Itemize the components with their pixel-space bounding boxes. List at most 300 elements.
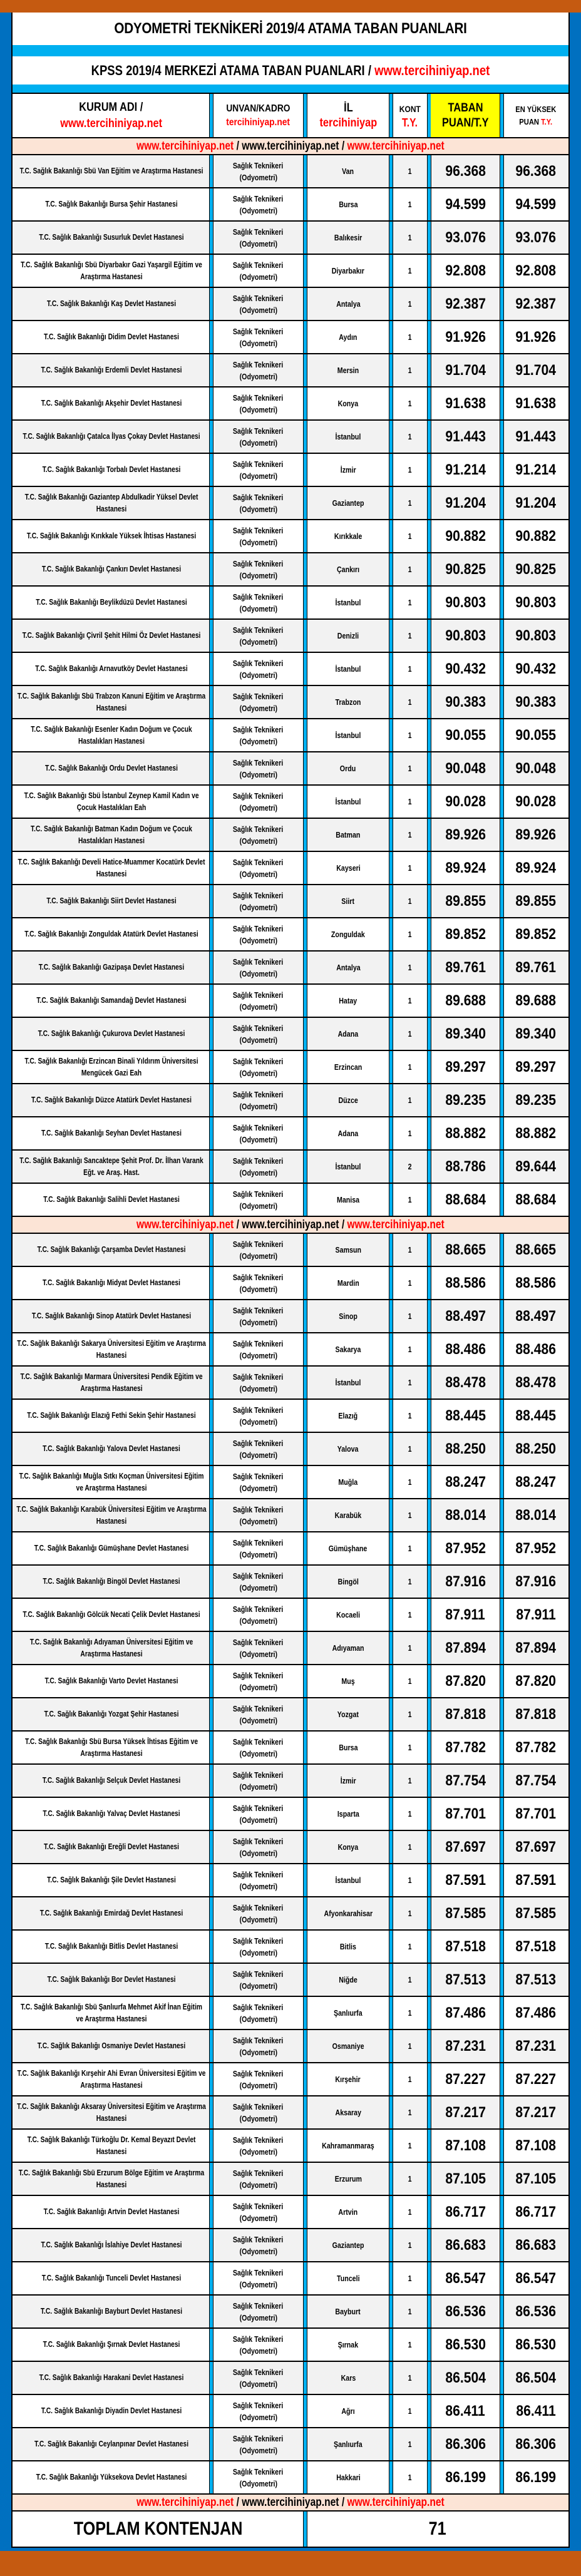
cell-il: Artvin bbox=[307, 2196, 393, 2228]
table-row bbox=[13, 1599, 568, 1632]
cell-kurum: T.C. Sağlık Bakanlığı Torbalı Devlet Hastanesi bbox=[13, 454, 213, 486]
cell-taban-puan: 87.782 bbox=[431, 1732, 503, 1763]
table-row bbox=[13, 1367, 568, 1400]
cell-kurum: T.C. Sağlık Bakanlığı Kırşehir Ahi Evran Üniversitesi Eğitim ve Araştırma Hastanesi bbox=[13, 2063, 213, 2095]
cell-kont: 1 bbox=[393, 1997, 431, 2029]
cell-kont: 1 bbox=[393, 2329, 431, 2361]
cell-kurum: T.C. Sağlık Bakanlığı Osmaniye Devlet Hastanesi bbox=[13, 2030, 213, 2062]
cell-taban-puan: 87.894 bbox=[431, 1632, 503, 1664]
cell-kont: 1 bbox=[393, 1117, 431, 1149]
cell-taban-puan: 88.586 bbox=[431, 1267, 503, 1299]
cell-en-yuksek-puan: 88.478 bbox=[515, 1374, 557, 1391]
cell-kurum: T.C. Sağlık Bakanlığı Şırnak Devlet Hastanesi bbox=[13, 2329, 213, 2361]
table-row bbox=[13, 354, 568, 387]
cell-en-yuksek-puan: 92.387 bbox=[515, 295, 557, 312]
cell-kurum: T.C. Sağlık Bakanlığı Çarşamba Devlet Hastanesi bbox=[13, 1234, 213, 1266]
table-row bbox=[13, 1831, 568, 1864]
cell-en-yuksek-puan: 90.803 bbox=[515, 627, 557, 644]
cell-unvan: Sağlık Teknikeri (Odyometri) bbox=[213, 1997, 307, 2029]
cell-taban-puan: 89.924 bbox=[431, 852, 503, 884]
cell-unvan: Sağlık Teknikeri (Odyometri) bbox=[213, 1051, 307, 1083]
cell-unvan: Sağlık Teknikeri (Odyometri) bbox=[213, 2428, 307, 2460]
cell-taban-puan: 86.411 bbox=[431, 2395, 503, 2427]
cell-kurum: T.C. Sağlık Bakanlığı Siirt Devlet Hastanesi bbox=[13, 885, 213, 917]
cell-kurum: T.C. Sağlık Bakanlığı Gümüşhane Devlet Hastanesi bbox=[13, 1532, 213, 1564]
cell-kont: 1 bbox=[393, 1864, 431, 1896]
cell-unvan: Sağlık Teknikeri (Odyometri) bbox=[213, 1831, 307, 1863]
table-row bbox=[13, 1300, 568, 1333]
cell-il: Samsun bbox=[307, 1234, 393, 1266]
site-link[interactable]: www.tercihiniyap.net bbox=[374, 62, 490, 78]
cell-il: Sakarya bbox=[307, 1333, 393, 1365]
cell-il: Düzce bbox=[307, 1084, 393, 1116]
cell-en-yuksek-puan: 87.952 bbox=[515, 1540, 557, 1557]
cell-kurum: T.C. Sağlık Bakanlığı Düzce Atatürk Devlet Hastanesi bbox=[13, 1084, 213, 1116]
table-row bbox=[13, 1765, 568, 1798]
cell-il: Aksaray bbox=[307, 2096, 393, 2128]
cell-taban-puan: 86.306 bbox=[431, 2428, 503, 2460]
cell-kont: 1 bbox=[393, 653, 431, 685]
cell-kont: 1 bbox=[393, 1466, 431, 1498]
cell-kont: 1 bbox=[393, 2196, 431, 2228]
cell-en-yuksek-puan: 91.926 bbox=[515, 329, 557, 346]
cell-en-yuksek-puan: 87.591 bbox=[515, 1872, 557, 1889]
cell-taban-puan: 90.028 bbox=[431, 786, 503, 818]
cell-kurum: T.C. Sağlık Bakanlığı Ordu Devlet Hastanesi bbox=[13, 752, 213, 784]
cell-taban-puan: 90.432 bbox=[431, 653, 503, 685]
cell-taban-puan: 87.231 bbox=[431, 2030, 503, 2062]
cell-il: Bingöl bbox=[307, 1566, 393, 1598]
cell-il: Bitlis bbox=[307, 1931, 393, 1963]
cell-unvan: Sağlık Teknikeri (Odyometri) bbox=[213, 1300, 307, 1332]
cell-unvan: Sağlık Teknikeri (Odyometri) bbox=[213, 222, 307, 254]
cell-kont: 1 bbox=[393, 1084, 431, 1116]
cell-il: Diyarbakır bbox=[307, 255, 393, 287]
cell-unvan: Sağlık Teknikeri (Odyometri) bbox=[213, 2196, 307, 2228]
table-row bbox=[13, 155, 568, 188]
cell-kont: 1 bbox=[393, 454, 431, 486]
cell-taban-puan: 87.701 bbox=[431, 1798, 503, 1830]
cell-taban-puan: 88.665 bbox=[431, 1234, 503, 1266]
cell-unvan: Sağlık Teknikeri (Odyometri) bbox=[213, 1117, 307, 1149]
cell-kurum: T.C. Sağlık Bakanlığı Çukurova Devlet Hastanesi bbox=[13, 1018, 213, 1050]
cell-taban-puan: 88.445 bbox=[431, 1400, 503, 1432]
cell-unvan: Sağlık Teknikeri (Odyometri) bbox=[213, 2130, 307, 2162]
cell-kurum: T.C. Sağlık Bakanlığı Seyhan Devlet Hastanesi bbox=[13, 1117, 213, 1149]
cell-kurum: T.C. Sağlık Bakanlığı İslahiye Devlet Hastanesi bbox=[13, 2229, 213, 2261]
cell-taban-puan: 89.297 bbox=[431, 1051, 503, 1083]
cell-taban-puan: 86.547 bbox=[431, 2262, 503, 2294]
cell-kont: 1 bbox=[393, 819, 431, 851]
cell-unvan: Sağlık Teknikeri (Odyometri) bbox=[213, 1184, 307, 1216]
table-row bbox=[13, 1267, 568, 1300]
cell-il: İstanbul bbox=[307, 1367, 393, 1398]
cell-en-yuksek-puan: 88.665 bbox=[515, 1241, 557, 1258]
cell-kont: 1 bbox=[393, 387, 431, 419]
cell-en-yuksek-puan: 88.247 bbox=[515, 1474, 557, 1491]
cell-unvan: Sağlık Teknikeri (Odyometri) bbox=[213, 786, 307, 818]
cell-il: İzmir bbox=[307, 454, 393, 486]
cell-il: Çankırı bbox=[307, 553, 393, 585]
cell-il: Antalya bbox=[307, 952, 393, 983]
cell-unvan: Sağlık Teknikeri (Odyometri) bbox=[213, 1632, 307, 1664]
cell-unvan: Sağlık Teknikeri (Odyometri) bbox=[213, 752, 307, 784]
cell-kurum: T.C. Sağlık Bakanlığı Emirdağ Devlet Hastanesi bbox=[13, 1897, 213, 1929]
cell-kurum: T.C. Sağlık Bakanlığı Bingöl Devlet Hastanesi bbox=[13, 1566, 213, 1598]
cell-unvan: Sağlık Teknikeri (Odyometri) bbox=[213, 852, 307, 884]
cell-unvan: Sağlık Teknikeri (Odyometri) bbox=[213, 1931, 307, 1963]
cell-unvan: Sağlık Teknikeri (Odyometri) bbox=[213, 1566, 307, 1598]
cell-kont: 1 bbox=[393, 1566, 431, 1598]
cell-kurum: T.C. Sağlık Bakanlığı Sbü Erzurum Bölge Eğitim ve Araştırma Hastanesi bbox=[13, 2163, 213, 2195]
cell-en-yuksek-puan: 90.432 bbox=[515, 660, 557, 677]
cell-unvan: Sağlık Teknikeri (Odyometri) bbox=[213, 2163, 307, 2195]
cell-en-yuksek-puan: 96.368 bbox=[515, 163, 557, 180]
cell-kont: 1 bbox=[393, 288, 431, 320]
cell-en-yuksek-puan: 94.599 bbox=[515, 196, 557, 213]
cell-il: Antalya bbox=[307, 288, 393, 320]
cell-kurum: T.C. Sağlık Bakanlığı Batman Kadın Doğum ve Çocuk Hastalıkları Hastanesi bbox=[13, 819, 213, 851]
cell-en-yuksek-puan: 90.882 bbox=[515, 528, 557, 545]
table-row bbox=[13, 2362, 568, 2395]
cell-taban-puan: 90.825 bbox=[431, 553, 503, 585]
cell-kurum: T.C. Sağlık Bakanlığı Yalvaç Devlet Hastanesi bbox=[13, 1798, 213, 1830]
cell-il: Mardin bbox=[307, 1267, 393, 1299]
cell-en-yuksek-puan: 89.235 bbox=[515, 1092, 557, 1109]
cell-kont: 1 bbox=[393, 1964, 431, 1996]
table-row bbox=[13, 2262, 568, 2296]
cell-taban-puan: 89.688 bbox=[431, 985, 503, 1017]
cell-en-yuksek-puan: 86.411 bbox=[516, 2403, 556, 2419]
total-row bbox=[13, 2512, 568, 2548]
cell-unvan: Sağlık Teknikeri (Odyometri) bbox=[213, 2329, 307, 2361]
cell-en-yuksek-puan: 90.825 bbox=[515, 561, 557, 578]
cell-en-yuksek-puan: 87.231 bbox=[515, 2038, 557, 2055]
cell-kont: 1 bbox=[393, 2428, 431, 2460]
table-row bbox=[13, 1964, 568, 1997]
cell-kont: 1 bbox=[393, 985, 431, 1017]
cell-taban-puan: 88.478 bbox=[431, 1367, 503, 1398]
cell-kont: 1 bbox=[393, 520, 431, 552]
cell-il: İstanbul bbox=[307, 1151, 393, 1183]
cell-kurum: T.C. Sağlık Bakanlığı Salihli Devlet Hastanesi bbox=[13, 1184, 213, 1216]
cell-il: Bursa bbox=[307, 1732, 393, 1763]
cell-il: Zonguldak bbox=[307, 918, 393, 950]
divider-strip bbox=[13, 85, 568, 93]
cell-kurum: T.C. Sağlık Bakanlığı Ereğli Devlet Hastanesi bbox=[13, 1831, 213, 1863]
cell-taban-puan: 96.368 bbox=[431, 155, 503, 187]
cell-taban-puan: 87.952 bbox=[431, 1532, 503, 1564]
cell-il: Muğla bbox=[307, 1466, 393, 1498]
cell-kurum: T.C. Sağlık Bakanlığı Gaziantep Abdulkadir Yüksel Devlet Hastanesi bbox=[13, 487, 213, 519]
cell-kurum: T.C. Sağlık Bakanlığı Arnavutköy Devlet Hastanesi bbox=[13, 653, 213, 685]
cell-en-yuksek-puan: 87.754 bbox=[515, 1772, 557, 1789]
cell-il: Aydın bbox=[307, 321, 393, 353]
cell-kurum: T.C. Sağlık Bakanlığı Akşehir Devlet Hastanesi bbox=[13, 387, 213, 419]
cell-taban-puan: 87.486 bbox=[431, 1997, 503, 2029]
cell-il: İstanbul bbox=[307, 587, 393, 618]
cell-unvan: Sağlık Teknikeri (Odyometri) bbox=[213, 2395, 307, 2427]
cell-unvan: Sağlık Teknikeri (Odyometri) bbox=[213, 454, 307, 486]
cell-en-yuksek-puan: 91.638 bbox=[515, 395, 557, 412]
cell-unvan: Sağlık Teknikeri (Odyometri) bbox=[213, 421, 307, 453]
cell-il: Osmaniye bbox=[307, 2030, 393, 2062]
table-row bbox=[13, 1466, 568, 1499]
table-row bbox=[13, 2428, 568, 2461]
cell-taban-puan: 87.105 bbox=[431, 2163, 503, 2195]
cell-kurum: T.C. Sağlık Bakanlığı Bayburt Devlet Hastanesi bbox=[13, 2296, 213, 2327]
cell-en-yuksek-puan: 87.818 bbox=[515, 1706, 557, 1723]
table-row bbox=[13, 2196, 568, 2229]
cell-en-yuksek-puan: 90.803 bbox=[515, 594, 557, 611]
table-row bbox=[13, 2063, 568, 2096]
table-row bbox=[13, 454, 568, 487]
cell-unvan: Sağlık Teknikeri (Odyometri) bbox=[213, 2262, 307, 2294]
table-row bbox=[13, 1084, 568, 1117]
table-row bbox=[13, 752, 568, 786]
subtitle-text: KPSS 2019/4 MERKEZİ ATAMA TABAN PUANLARI / bbox=[91, 62, 375, 78]
cell-taban-puan: 90.803 bbox=[431, 620, 503, 652]
table-row bbox=[13, 1051, 568, 1084]
cell-en-yuksek-puan: 86.530 bbox=[515, 2336, 557, 2353]
cell-en-yuksek-puan: 87.486 bbox=[515, 2004, 557, 2021]
cell-en-yuksek-puan: 88.486 bbox=[515, 1341, 557, 1358]
cell-il: Yalova bbox=[307, 1433, 393, 1465]
cell-en-yuksek-puan: 87.911 bbox=[516, 1606, 556, 1623]
table-row bbox=[13, 2130, 568, 2163]
table-row bbox=[13, 2329, 568, 2362]
cell-il: İzmir bbox=[307, 1765, 393, 1797]
cell-unvan: Sağlık Teknikeri (Odyometri) bbox=[213, 520, 307, 552]
site-banner: www.tercihiniyap.net / www.tercihiniyap.net / www.tercihiniyap.net bbox=[13, 138, 568, 155]
cell-kont: 1 bbox=[393, 786, 431, 818]
cell-en-yuksek-puan: 90.383 bbox=[515, 694, 557, 711]
cell-il: İstanbul bbox=[307, 719, 393, 751]
cell-kurum: T.C. Sağlık Bakanlığı Develi Hatice-Muammer Kocatürk Devlet Hastanesi bbox=[13, 852, 213, 884]
table-row bbox=[13, 918, 568, 952]
cell-kont: 1 bbox=[393, 2096, 431, 2128]
cell-il: Karabük bbox=[307, 1499, 393, 1531]
cell-kont: 1 bbox=[393, 1599, 431, 1631]
table-row bbox=[13, 520, 568, 553]
cell-kont: 1 bbox=[393, 1532, 431, 1564]
table-row bbox=[13, 1665, 568, 1698]
cell-il: Ağrı bbox=[307, 2395, 393, 2427]
cell-il: Elazığ bbox=[307, 1400, 393, 1432]
cell-taban-puan: 87.217 bbox=[431, 2096, 503, 2128]
cell-unvan: Sağlık Teknikeri (Odyometri) bbox=[213, 1532, 307, 1564]
cell-unvan: Sağlık Teknikeri (Odyometri) bbox=[213, 985, 307, 1017]
cell-kurum: T.C. Sağlık Bakanlığı Sakarya Üniversitesi Eğitim ve Araştırma Hastanesi bbox=[13, 1333, 213, 1365]
table-row bbox=[13, 553, 568, 587]
cell-kont: 1 bbox=[393, 1433, 431, 1465]
cell-kont: 1 bbox=[393, 1400, 431, 1432]
cell-unvan: Sağlık Teknikeri (Odyometri) bbox=[213, 2296, 307, 2327]
cell-unvan: Sağlık Teknikeri (Odyometri) bbox=[213, 587, 307, 618]
cell-kont: 1 bbox=[393, 1732, 431, 1763]
cell-en-yuksek-puan: 91.443 bbox=[515, 428, 557, 445]
table-row bbox=[13, 1798, 568, 1831]
cell-kurum: T.C. Sağlık Bakanlığı Samandağ Devlet Hastanesi bbox=[13, 985, 213, 1017]
header-unvan: UNVAN/KADRO tercihiniyap.net bbox=[213, 94, 307, 137]
table-body-part1 bbox=[13, 155, 568, 1217]
table-row bbox=[13, 620, 568, 653]
cell-kont: 1 bbox=[393, 222, 431, 254]
cell-kurum: T.C. Sağlık Bakanlığı Şile Devlet Hastanesi bbox=[13, 1864, 213, 1896]
table-row bbox=[13, 1997, 568, 2030]
table-row bbox=[13, 2163, 568, 2196]
cell-unvan: Sağlık Teknikeri (Odyometri) bbox=[213, 255, 307, 287]
cell-il: Konya bbox=[307, 1831, 393, 1863]
cell-en-yuksek-puan: 90.028 bbox=[515, 793, 557, 810]
cell-unvan: Sağlık Teknikeri (Odyometri) bbox=[213, 354, 307, 386]
table-row bbox=[13, 587, 568, 620]
cell-kont: 1 bbox=[393, 2063, 431, 2095]
cell-kurum: T.C. Sağlık Bakanlığı Artvin Devlet Hastanesi bbox=[13, 2196, 213, 2228]
cell-kurum: T.C. Sağlık Bakanlığı Sbü Diyarbakır Gazi Yaşargil Eğitim ve Araştırma Hastanesi bbox=[13, 255, 213, 287]
cell-unvan: Sağlık Teknikeri (Odyometri) bbox=[213, 387, 307, 419]
cell-il: Hakkari bbox=[307, 2461, 393, 2493]
cell-unvan: Sağlık Teknikeri (Odyometri) bbox=[213, 2096, 307, 2128]
cell-kont: 1 bbox=[393, 1897, 431, 1929]
cell-il: Trabzon bbox=[307, 686, 393, 718]
cell-unvan: Sağlık Teknikeri (Odyometri) bbox=[213, 1466, 307, 1498]
cell-kurum: T.C. Sağlık Bakanlığı Çivril Şehit Hilmi Öz Devlet Hastanesi bbox=[13, 620, 213, 652]
table-row bbox=[13, 985, 568, 1018]
header-taban-puan: TABAN PUAN/T.Y bbox=[431, 94, 503, 137]
cell-kurum: T.C. Sağlık Bakanlığı Çatalca İlyas Çokay Devlet Hastanesi bbox=[13, 421, 213, 453]
cell-en-yuksek-puan: 88.445 bbox=[515, 1407, 557, 1424]
cell-taban-puan: 88.486 bbox=[431, 1333, 503, 1365]
table-row bbox=[13, 188, 568, 222]
cell-kont: 1 bbox=[393, 752, 431, 784]
cell-kont: 2 bbox=[393, 1151, 431, 1183]
cell-en-yuksek-puan: 87.782 bbox=[515, 1739, 557, 1756]
table-row bbox=[13, 2229, 568, 2262]
cell-taban-puan: 86.683 bbox=[431, 2229, 503, 2261]
table-row bbox=[13, 1400, 568, 1433]
cell-en-yuksek-puan: 86.683 bbox=[515, 2237, 557, 2254]
cell-kont: 1 bbox=[393, 188, 431, 220]
cell-en-yuksek-puan: 87.105 bbox=[515, 2170, 557, 2187]
cell-taban-puan: 87.916 bbox=[431, 1566, 503, 1598]
table-row bbox=[13, 321, 568, 354]
cell-unvan: Sağlık Teknikeri (Odyometri) bbox=[213, 321, 307, 353]
cell-il: İstanbul bbox=[307, 421, 393, 453]
table-row bbox=[13, 1117, 568, 1151]
cell-en-yuksek-puan: 91.704 bbox=[515, 362, 557, 379]
cell-unvan: Sağlık Teknikeri (Odyometri) bbox=[213, 2229, 307, 2261]
cell-unvan: Sağlık Teknikeri (Odyometri) bbox=[213, 620, 307, 652]
cell-il: Muş bbox=[307, 1665, 393, 1697]
cell-taban-puan: 87.591 bbox=[431, 1864, 503, 1896]
cell-kont: 1 bbox=[393, 952, 431, 983]
cell-unvan: Sağlık Teknikeri (Odyometri) bbox=[213, 1798, 307, 1830]
cell-kont: 1 bbox=[393, 1931, 431, 1963]
cell-taban-puan: 87.911 bbox=[431, 1599, 503, 1631]
cell-taban-puan: 88.882 bbox=[431, 1117, 503, 1149]
table-row bbox=[13, 2096, 568, 2130]
table-row bbox=[13, 1897, 568, 1931]
cell-en-yuksek-puan: 87.217 bbox=[515, 2104, 557, 2121]
cell-taban-puan: 87.820 bbox=[431, 1665, 503, 1697]
cell-kont: 1 bbox=[393, 1367, 431, 1398]
cell-unvan: Sağlık Teknikeri (Odyometri) bbox=[213, 2030, 307, 2062]
cell-kont: 1 bbox=[393, 587, 431, 618]
cell-kurum: T.C. Sağlık Bakanlığı Kırıkkale Yüksek İhtisas Hastanesi bbox=[13, 520, 213, 552]
cell-en-yuksek-puan: 87.701 bbox=[515, 1805, 557, 1822]
cell-taban-puan: 92.808 bbox=[431, 255, 503, 287]
page-title: ODYOMETRİ TEKNİKERİ 2019/4 ATAMA TABAN PUANLARI bbox=[114, 20, 467, 37]
cell-il: Adıyaman bbox=[307, 1632, 393, 1664]
cell-en-yuksek-puan: 86.536 bbox=[515, 2303, 557, 2320]
cell-en-yuksek-puan: 88.250 bbox=[515, 1440, 557, 1457]
table-row bbox=[13, 852, 568, 885]
cell-kurum: T.C. Sağlık Bakanlığı Bursa Şehir Hastanesi bbox=[13, 188, 213, 220]
cell-kont: 1 bbox=[393, 1831, 431, 1863]
cell-taban-puan: 88.497 bbox=[431, 1300, 503, 1332]
cell-taban-puan: 87.227 bbox=[431, 2063, 503, 2095]
cell-il: Kırıkkale bbox=[307, 520, 393, 552]
cell-taban-puan: 92.387 bbox=[431, 288, 503, 320]
cell-en-yuksek-puan: 87.108 bbox=[515, 2137, 557, 2154]
cell-unvan: Sağlık Teknikeri (Odyometri) bbox=[213, 719, 307, 751]
table-row bbox=[13, 1931, 568, 1964]
cell-kurum: T.C. Sağlık Bakanlığı Muğla Sıtkı Koçman Üniversitesi Eğitim ve Araştırma Hastanesi bbox=[13, 1466, 213, 1498]
cell-kurum: T.C. Sağlık Bakanlığı Sbü Bursa Yüksek İhtisas Eğitim ve Araştırma Hastanesi bbox=[13, 1732, 213, 1763]
cell-en-yuksek-puan: 89.340 bbox=[515, 1025, 557, 1042]
cell-kont: 1 bbox=[393, 487, 431, 519]
cell-en-yuksek-puan: 88.586 bbox=[515, 1275, 557, 1291]
cell-il: Manisa bbox=[307, 1184, 393, 1216]
cell-unvan: Sağlık Teknikeri (Odyometri) bbox=[213, 553, 307, 585]
cell-en-yuksek-puan: 87.916 bbox=[515, 1573, 557, 1590]
cell-unvan: Sağlık Teknikeri (Odyometri) bbox=[213, 1698, 307, 1730]
cell-en-yuksek-puan: 92.808 bbox=[515, 262, 557, 279]
cell-kont: 1 bbox=[393, 421, 431, 453]
cell-kurum: T.C. Sağlık Bakanlığı Elazığ Fethi Sekin Şehir Hastanesi bbox=[13, 1400, 213, 1432]
table-row bbox=[13, 885, 568, 918]
site-banner: www.tercihiniyap.net / www.tercihiniyap.net / www.tercihiniyap.net bbox=[13, 2495, 568, 2512]
cell-kurum: T.C. Sağlık Bakanlığı Marmara Üniversitesi Pendik Eğitim ve Araştırma Hastanesi bbox=[13, 1367, 213, 1398]
cell-kurum: T.C. Sağlık Bakanlığı Varto Devlet Hastanesi bbox=[13, 1665, 213, 1697]
cell-taban-puan: 91.926 bbox=[431, 321, 503, 353]
cell-unvan: Sağlık Teknikeri (Odyometri) bbox=[213, 487, 307, 519]
table-row bbox=[13, 686, 568, 719]
cell-il: Adana bbox=[307, 1117, 393, 1149]
table-row bbox=[13, 1864, 568, 1897]
cell-kont: 1 bbox=[393, 852, 431, 884]
cell-kurum: T.C. Sağlık Bakanlığı Selçuk Devlet Hastanesi bbox=[13, 1765, 213, 1797]
cell-kurum: T.C. Sağlık Bakanlığı Karabük Üniversitesi Eğitim ve Araştırma Hastanesi bbox=[13, 1499, 213, 1531]
cell-taban-puan: 91.704 bbox=[431, 354, 503, 386]
cell-unvan: Sağlık Teknikeri (Odyometri) bbox=[213, 952, 307, 983]
cell-kont: 1 bbox=[393, 2362, 431, 2394]
cell-kurum: T.C. Sağlık Bakanlığı Sbü İstanbul Zeynep Kamil Kadın ve Çocuk Hastalıkları Eah bbox=[13, 786, 213, 818]
cell-il: Niğde bbox=[307, 1964, 393, 1996]
table-row bbox=[13, 1433, 568, 1466]
cell-en-yuksek-puan: 89.855 bbox=[515, 893, 557, 910]
table-row bbox=[13, 387, 568, 421]
table-row bbox=[13, 1698, 568, 1732]
cell-taban-puan: 88.247 bbox=[431, 1466, 503, 1498]
cell-taban-puan: 91.443 bbox=[431, 421, 503, 453]
cell-en-yuksek-puan: 89.926 bbox=[515, 826, 557, 843]
cell-il: Gaziantep bbox=[307, 487, 393, 519]
total-value: 71 bbox=[428, 2518, 447, 2539]
cell-unvan: Sağlık Teknikeri (Odyometri) bbox=[213, 1267, 307, 1299]
cell-en-yuksek-puan: 89.852 bbox=[515, 926, 557, 943]
